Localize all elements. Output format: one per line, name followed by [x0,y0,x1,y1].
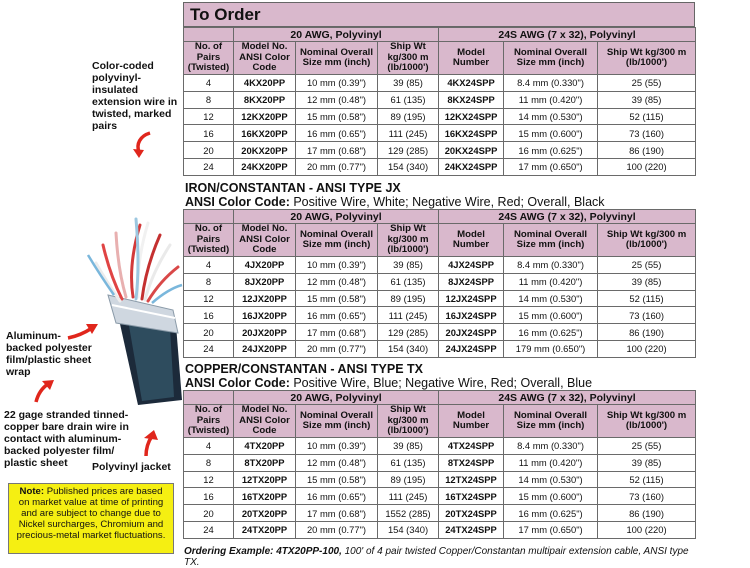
table-row [184,505,696,522]
header-blank [184,210,234,224]
col-header-size-24: Nominal Overall Size mm (inch) [504,405,598,438]
cell-size-20: 15 mm (0.58") [296,290,378,307]
cell-pairs: 24 [184,521,234,538]
cell-pairs: 12 [184,471,234,488]
col-header-size-20: Nominal Overall Size mm (inch) [296,224,378,257]
cell-shipwt-20: 154 (340) [378,340,439,357]
cell-size-24: 8.4 mm (0.330") [504,75,598,92]
cell-model-20: 24TX20PP [234,521,296,538]
cell-model-20: 12KX20PP [234,108,296,125]
cell-model-20: 24JX20PP [234,340,296,357]
cell-pairs: 8 [184,454,234,471]
table-row [184,454,696,471]
table-row [184,125,696,142]
cell-shipwt-24: 39 (85) [598,273,696,290]
col-header-size-24: Nominal Overall Size mm (inch) [504,42,598,75]
cell-shipwt-20: 61 (135) [378,454,439,471]
cell-size-20: 16 mm (0.65") [296,307,378,324]
cell-size-20: 15 mm (0.58") [296,108,378,125]
cell-shipwt-24: 39 (85) [598,454,696,471]
cell-pairs: 12 [184,108,234,125]
table-row [184,75,696,92]
cell-size-24: 16 mm (0.625") [504,142,598,159]
spec-table-jx [183,209,696,358]
cell-size-24: 11 mm (0.420") [504,91,598,108]
cell-size-24: 11 mm (0.420") [504,454,598,471]
cell-model-20: 4TX20PP [234,438,296,455]
group-header-24awg: 24S AWG (7 x 32), Polyvinyl [439,210,696,224]
col-header-shipwt-24: Ship Wt kg/300 m (lb/1000') [598,42,696,75]
cell-size-24: 17 mm (0.650") [504,158,598,175]
cell-model-20: 24KX20PP [234,158,296,175]
cell-size-24: 16 mm (0.625") [504,505,598,522]
cell-shipwt-20: 111 (245) [378,125,439,142]
section-colorcode-tx [185,376,592,390]
header-blank [184,28,234,42]
cell-shipwt-20: 154 (340) [378,521,439,538]
col-header-shipwt-20: Ship Wt kg/300 m (lb/1000') [378,42,439,75]
cell-size-20: 12 mm (0.48") [296,273,378,290]
cell-shipwt-24: 52 (115) [598,108,696,125]
colorcode-text: Positive Wire, White; Negative Wire, Red; Overall, Black [289,195,605,209]
cell-size-24: 15 mm (0.600") [504,307,598,324]
cell-size-24: 16 mm (0.625") [504,324,598,341]
cell-size-20: 15 mm (0.58") [296,471,378,488]
cell-model-20: 16JX20PP [234,307,296,324]
cell-model-20: 4JX20PP [234,257,296,274]
colorcode-text: Positive Wire, Blue; Negative Wire, Red; Overall, Blue [289,376,593,390]
cell-size-20: 10 mm (0.39") [296,257,378,274]
cell-model-20: 20KX20PP [234,142,296,159]
cell-model-24: 8KX24SPP [439,91,504,108]
cell-model-24: 16KX24SPP [439,125,504,142]
cell-shipwt-24: 52 (115) [598,290,696,307]
note-label: Note: [19,486,45,497]
cell-pairs: 8 [184,91,234,108]
red-arrow-icon [30,378,58,406]
cell-size-20: 10 mm (0.39") [296,75,378,92]
col-header-pairs: No. of Pairs (Twisted) [184,405,234,438]
cell-pairs: 12 [184,290,234,307]
cell-shipwt-20: 89 (195) [378,471,439,488]
table-row [184,471,696,488]
table-row [184,158,696,175]
cell-pairs: 20 [184,505,234,522]
col-header-shipwt-24: Ship Wt kg/300 m (lb/1000') [598,224,696,257]
cell-model-24: 4JX24SPP [439,257,504,274]
group-header-20awg: 20 AWG, Polyvinyl [234,210,439,224]
cell-model-24: 24TX24SPP [439,521,504,538]
cell-shipwt-24: 73 (160) [598,488,696,505]
col-header-shipwt-20: Ship Wt kg/300 m (lb/1000') [378,224,439,257]
col-header-size-20: Nominal Overall Size mm (inch) [296,42,378,75]
cell-shipwt-24: 86 (190) [598,505,696,522]
caption-polyvinyl-jacket: Polyvinyl jacket [92,461,171,473]
cell-shipwt-20: 39 (85) [378,438,439,455]
col-header-model-24: Model Number [439,405,504,438]
col-header-pairs: No. of Pairs (Twisted) [184,224,234,257]
spec-table-tx [183,390,696,539]
col-header-shipwt-24: Ship Wt kg/300 m (lb/1000') [598,405,696,438]
cell-model-20: 8JX20PP [234,273,296,290]
cell-shipwt-24: 100 (220) [598,521,696,538]
col-header-model-24: Model Number [439,224,504,257]
cell-shipwt-20: 111 (245) [378,307,439,324]
cell-size-20: 16 mm (0.65") [296,125,378,142]
ordering-text: 100' of 4 pair twisted Copper/Constantan multipair extension cable, ANSI type TX. [184,546,689,568]
cell-pairs: 20 [184,324,234,341]
price-note [8,483,174,554]
cell-size-24: 14 mm (0.530") [504,108,598,125]
cell-size-24: 179 mm (0.650") [504,340,598,357]
cell-shipwt-24: 73 (160) [598,307,696,324]
cell-size-20: 12 mm (0.48") [296,91,378,108]
cell-shipwt-20: 89 (195) [378,290,439,307]
table-row [184,340,696,357]
red-arrow-icon [130,130,160,160]
table-row [184,521,696,538]
cell-size-24: 15 mm (0.600") [504,488,598,505]
cell-model-20: 8TX20PP [234,454,296,471]
cell-shipwt-24: 86 (190) [598,324,696,341]
page-title: To Order [183,2,695,27]
cell-size-24: 8.4 mm (0.330") [504,438,598,455]
cell-pairs: 8 [184,273,234,290]
group-header-20awg: 20 AWG, Polyvinyl [234,28,439,42]
cell-model-20: 8KX20PP [234,91,296,108]
section-title-jx: IRON/CONSTANTAN - ANSI TYPE JX [185,181,401,195]
cell-size-20: 17 mm (0.68") [296,324,378,341]
cell-shipwt-24: 25 (55) [598,438,696,455]
table-row [184,488,696,505]
col-header-size-24: Nominal Overall Size mm (inch) [504,224,598,257]
ordering-example [184,546,694,568]
col-header-model-20: Model No. ANSI Color Code [234,42,296,75]
cell-shipwt-20: 61 (135) [378,91,439,108]
cell-model-24: 4TX24SPP [439,438,504,455]
caption-color-coded: Color-coded polyvinyl-insulated extension wire in twisted, marked pairs [92,60,178,132]
cell-size-20: 20 mm (0.77") [296,340,378,357]
table-row [184,307,696,324]
col-header-model-20: Model No. ANSI Color Code [234,224,296,257]
cell-shipwt-20: 129 (285) [378,324,439,341]
cell-size-24: 15 mm (0.600") [504,125,598,142]
cell-shipwt-20: 129 (285) [378,142,439,159]
note-text: Published prices are based on market value at time of printing and are subject to change due to Nickel surcharges, Chromium and precious-metal market fluctuations. [16,486,166,541]
group-header-24awg: 24S AWG (7 x 32), Polyvinyl [439,391,696,405]
red-arrow-icon [140,430,166,458]
col-header-model-20: Model No. ANSI Color Code [234,405,296,438]
caption-aluminum-wrap: Aluminum-backed polyester film/plastic sheet wrap [6,330,92,378]
cell-shipwt-24: 86 (190) [598,142,696,159]
section-colorcode-jx [185,195,605,209]
cell-model-20: 4KX20PP [234,75,296,92]
cell-size-24: 11 mm (0.420") [504,273,598,290]
cell-pairs: 4 [184,438,234,455]
cell-model-24: 16JX24SPP [439,307,504,324]
cell-shipwt-24: 25 (55) [598,75,696,92]
cell-shipwt-24: 25 (55) [598,257,696,274]
cell-size-24: 8.4 mm (0.330") [504,257,598,274]
table-row [184,257,696,274]
cell-shipwt-20: 1552 (285) [378,505,439,522]
cell-model-24: 12TX24SPP [439,471,504,488]
ordering-label: Ordering Example: 4TX20PP-100, [184,546,342,557]
cell-model-24: 24KX24SPP [439,158,504,175]
col-header-model-24: Model Number [439,42,504,75]
spec-table-kx [183,27,696,176]
cell-model-20: 20JX20PP [234,324,296,341]
cell-size-20: 10 mm (0.39") [296,438,378,455]
cell-size-24: 14 mm (0.530") [504,290,598,307]
group-header-20awg: 20 AWG, Polyvinyl [234,391,439,405]
table-row [184,108,696,125]
cell-shipwt-20: 61 (135) [378,273,439,290]
cell-model-24: 16TX24SPP [439,488,504,505]
col-header-pairs: No. of Pairs (Twisted) [184,42,234,75]
cell-shipwt-24: 100 (220) [598,340,696,357]
cell-shipwt-24: 39 (85) [598,91,696,108]
group-header-24awg: 24S AWG (7 x 32), Polyvinyl [439,28,696,42]
col-header-size-20: Nominal Overall Size mm (inch) [296,405,378,438]
cell-model-20: 12JX20PP [234,290,296,307]
cell-model-20: 20TX20PP [234,505,296,522]
cell-model-24: 20TX24SPP [439,505,504,522]
cell-model-24: 20KX24SPP [439,142,504,159]
cell-model-24: 12KX24SPP [439,108,504,125]
cell-shipwt-24: 100 (220) [598,158,696,175]
cable-illustration [78,215,188,405]
cell-shipwt-20: 154 (340) [378,158,439,175]
cell-pairs: 16 [184,125,234,142]
cell-pairs: 24 [184,158,234,175]
cell-pairs: 4 [184,75,234,92]
cell-shipwt-20: 111 (245) [378,488,439,505]
cell-pairs: 20 [184,142,234,159]
cell-shipwt-24: 52 (115) [598,471,696,488]
cell-size-20: 12 mm (0.48") [296,454,378,471]
header-blank [184,391,234,405]
cell-model-20: 16TX20PP [234,488,296,505]
caption-drain-wire: 22 gage stranded tinned-copper bare drain wire in contact with aluminum-backed polyester film/ plastic sheet [4,409,129,469]
cell-shipwt-20: 39 (85) [378,75,439,92]
cell-model-20: 12TX20PP [234,471,296,488]
colorcode-label: ANSI Color Code: [185,376,290,390]
cell-size-24: 14 mm (0.530") [504,471,598,488]
table-row [184,438,696,455]
cell-pairs: 16 [184,488,234,505]
cell-pairs: 4 [184,257,234,274]
cell-model-24: 4KX24SPP [439,75,504,92]
cell-shipwt-20: 39 (85) [378,257,439,274]
cell-size-20: 17 mm (0.68") [296,505,378,522]
table-row [184,273,696,290]
table-row [184,91,696,108]
col-header-shipwt-20: Ship Wt kg/300 m (lb/1000') [378,405,439,438]
cell-model-24: 8JX24SPP [439,273,504,290]
cell-model-20: 16KX20PP [234,125,296,142]
cell-size-20: 16 mm (0.65") [296,488,378,505]
cell-size-20: 17 mm (0.68") [296,142,378,159]
colorcode-label: ANSI Color Code: [185,195,290,209]
section-title-tx: COPPER/CONSTANTAN - ANSI TYPE TX [185,362,423,376]
cell-size-24: 17 mm (0.650") [504,521,598,538]
cell-pairs: 16 [184,307,234,324]
cell-model-24: 20JX24SPP [439,324,504,341]
cell-size-20: 20 mm (0.77") [296,521,378,538]
cell-shipwt-20: 89 (195) [378,108,439,125]
cell-model-24: 8TX24SPP [439,454,504,471]
cell-shipwt-24: 73 (160) [598,125,696,142]
cell-size-20: 20 mm (0.77") [296,158,378,175]
cell-pairs: 24 [184,340,234,357]
cell-model-24: 24JX24SPP [439,340,504,357]
table-row [184,290,696,307]
table-row [184,324,696,341]
table-row [184,142,696,159]
cell-model-24: 12JX24SPP [439,290,504,307]
